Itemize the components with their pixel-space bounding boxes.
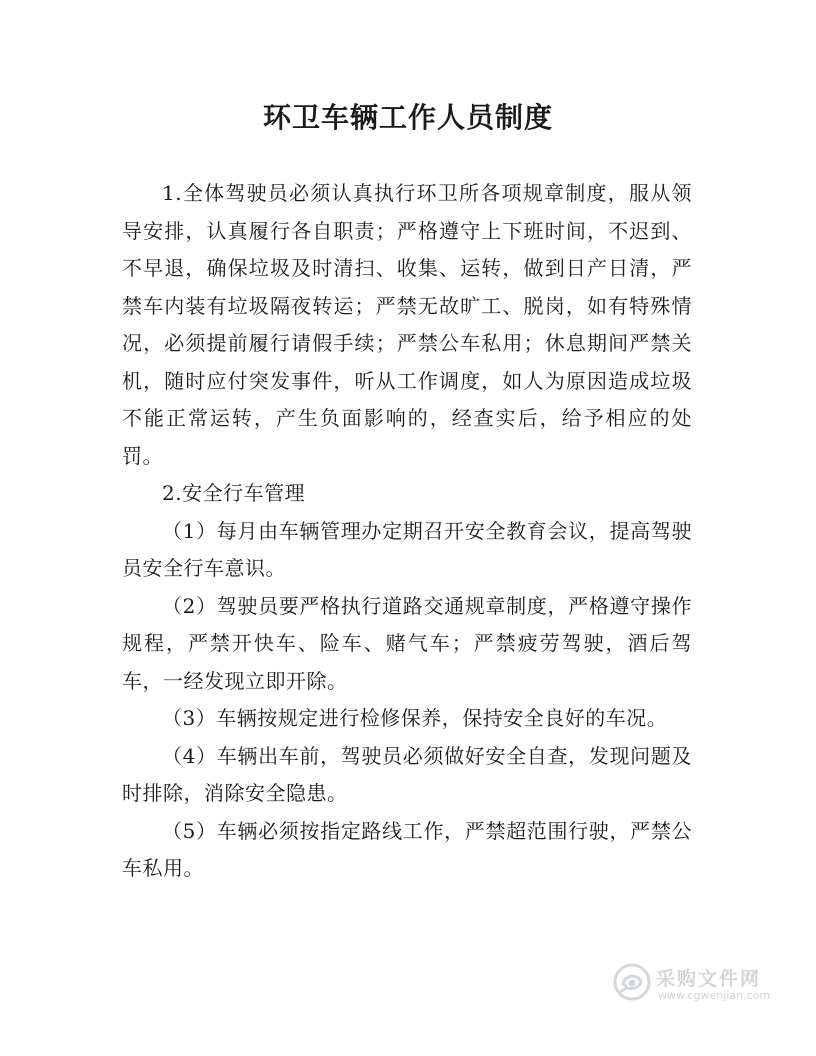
watermark (612, 962, 772, 1008)
document-title: 环卫车辆工作人员制度 (262, 101, 553, 134)
paragraph-2-item-2: （2）驾驶员要严格执行道路交通规章制度，严格遵守操作规程，严禁开快车、险车、赌气车；严禁疲劳驾驶，酒后驾车，一经发现立即开除。 (122, 593, 692, 693)
document-body (122, 175, 692, 888)
watermark-name: 采购文件网 (656, 968, 762, 990)
paragraph-2-item-3: （3）车辆按规定进行检修保养，保持安全良好的车况。 (162, 706, 668, 730)
paragraph-1: 1.全体驾驶员必须认真执行环卫所各项规章制度，服从领导安排，认真履行各自职责；严格遵守上下班时间，不迟到、不早退，确保垃圾及时清扫、收集、运转，做到日产日清，严禁车内装有垃圾隔夜转运；严禁无故旷工、脱岗，如有特殊情况，必须提前履行请假手续；严禁公车私用；休息期间严禁关机，随时应付突发事件，听从工作调度，如人为原因造成垃圾不能正常运转，产生负面影响的，经查实后，给予相应的处罚。 (122, 181, 692, 468)
cgwenjian-logo-icon (612, 962, 652, 1002)
watermark-url: www.cgwenjian.com (658, 989, 771, 1002)
paragraph-2-item-5: （5）车辆必须按指定路线工作，严禁超范围行驶，严禁公车私用。 (122, 818, 692, 880)
paragraph-2-item-4: （4）车辆出车前，驾驶员必须做好安全自查，发现问题及时排除，消除安全隐患。 (122, 743, 692, 805)
paragraph-2-item-1: （1）每月由车辆管理办定期召开安全教育会议，提高驾驶员安全行车意识。 (122, 518, 692, 580)
paragraph-2-heading: 2.安全行车管理 (162, 481, 306, 505)
